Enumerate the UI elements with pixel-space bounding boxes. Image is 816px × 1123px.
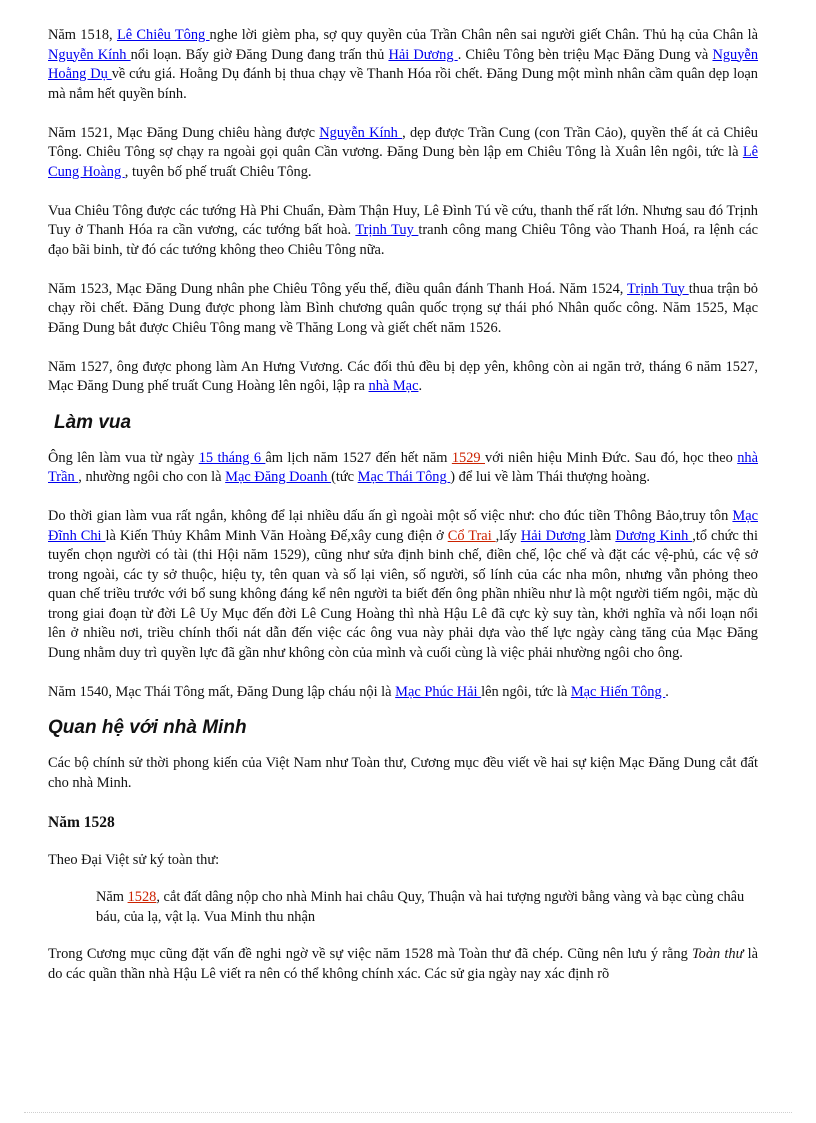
paragraph-chieu-tong	[48, 202, 758, 261]
text: thua trận bỏ chạy rồi chết. Đăng Dung được phong làm Bình chương quân quốc trọng sự thái phó Nhân quốc công. Năm 1525, Mạc Đăng Dung bắt được Chiêu Tông mang về Thăng Long và giết chết năm 1526.	[48, 280, 758, 336]
text: .	[665, 683, 669, 700]
link-nguyen-kinh[interactable]: Nguyễn Kính	[48, 46, 131, 63]
text: là Kiến Thủy Khâm Minh Văn Hoàng Đế,xây cung điện ở	[105, 527, 448, 544]
paragraph-1527	[48, 358, 758, 397]
text: Trong Cương mục cũng đặt vấn đề nghi ngờ về sự việc năm 1528 mà Toàn thư đã chép. Cũng nên lưu ý rằng	[48, 946, 692, 962]
link-mac-thai-tong[interactable]: Mạc Thái Tông	[357, 469, 451, 485]
text: với niên hiệu Minh Đức. Sau đó, học theo	[485, 449, 738, 466]
link-nha-mac[interactable]: nhà Mạc	[368, 378, 419, 394]
link-trinh-tuy[interactable]: Trịnh Tuy	[627, 280, 689, 297]
text: , tuyên bố phế truất Chiêu Tông.	[124, 163, 312, 180]
link-15-thang-6[interactable]: 15 tháng 6	[198, 449, 266, 466]
link-mac-hien-tong[interactable]: Mạc Hiến Tông	[570, 683, 666, 700]
link-le-cung-hoang[interactable]: Lê Cung Hoàng	[48, 144, 758, 180]
text: Do thời gian làm vua rất ngắn, không để lại nhiều dấu ấn gì ngoài một số việc như: cho đúc tiền Thông Bảo,truy tôn	[48, 508, 733, 524]
link-mac-dinh-chi[interactable]: Mạc Đĩnh Chi	[48, 508, 758, 544]
paragraph-chinh-su: Các bộ chính sử thời phong kiến của Việt Nam như Toàn thư, Cương mục đều viết về hai sự kiện Mạc Đăng Dung cắt đất cho nhà Minh.	[48, 755, 758, 791]
text: Năm 1518,	[48, 27, 117, 43]
text: (tức	[331, 469, 358, 485]
text: Năm 1540, Mạc Thái Tông mất, Đăng Dung lập cháu nội là	[48, 683, 396, 700]
text: ) để lui về làm Thái thượng hoàng.	[450, 469, 651, 485]
text: Năm 1527, ông được phong làm An Hưng Vương. Các đối thủ đều bị dẹp yên, không còn ai ngăn trở, tháng 6 năm 1527, Mạc Đăng Dung phế truất Cung Hoàng lên ngôi, lập ra	[48, 358, 758, 394]
text: là do các quần thần nhà Hậu Lê viết ra nên có thể không chính xác. Các sử gia ngày nay xác định rõ	[48, 946, 758, 982]
link-co-trai[interactable]: Cổ Trai	[447, 527, 496, 544]
text: ,lấy	[495, 527, 521, 544]
text: Năm 1521, Mạc Đăng Dung chiêu hàng được	[48, 124, 320, 141]
toan-thu-italic: Toàn thư	[691, 946, 748, 962]
paragraph-1521	[48, 124, 758, 183]
text: làm	[589, 527, 616, 544]
text: , dẹp được Trần Cung (con Trần Cảo), quyền thế át cả Chiêu Tông. Chiêu Tông sợ chạy ra ngoài gọi quân Cần vương. Đăng Dung bèn lập em Chiêu Tông là Xuân lên ngôi, tức là	[48, 124, 758, 160]
text: Vua Chiêu Tông được các tướng Hà Phi Chuẩn, Đàm Thận Huy, Lê Đình Tú về cứu, thanh thế rất lớn. Nhưng sau đó Trịnh Tuy ở Thanh Hóa ra cần vương, các tướng bất hoà.	[48, 202, 758, 238]
paragraph-1518	[48, 26, 758, 104]
link-1529[interactable]: 1529	[451, 449, 485, 466]
text: lên ngôi, tức là	[481, 683, 571, 700]
text: về cứu giá. Hoằng Dụ đánh bị thua chạy về Thanh Hóa rồi chết. Đăng Dung một mình nhân cầm quân dẹp loạn mà nắm hết quyền bính.	[48, 66, 758, 102]
link-le-chieu-tong[interactable]: Lê Chiêu Tông	[116, 27, 210, 43]
paragraph-len-lam-vua	[48, 449, 758, 488]
paragraph-cuong-muc	[48, 945, 758, 984]
link-duong-kinh[interactable]: Dương Kinh	[615, 527, 693, 544]
text: tranh công mang Chiêu Tông vào Thanh Hoá, ra lệnh các đạo bãi binh, từ đó các tướng không theo Chiêu Tông nữa.	[48, 222, 759, 258]
document-page	[48, 26, 758, 1004]
text: .	[418, 378, 423, 394]
text: , nhường ngôi cho con là	[78, 469, 226, 485]
page-bottom-divider	[24, 1112, 792, 1113]
heading-nam-1528: Năm 1528	[48, 813, 115, 831]
quote-toan-thu	[48, 888, 758, 927]
link-trinh-tuy[interactable]: Trịnh Tuy	[355, 222, 419, 238]
text: nổi loạn. Bấy giờ Đăng Dung đang trấn thủ	[130, 46, 389, 63]
link-mac-phuc-hai[interactable]: Mạc Phúc Hải	[395, 683, 482, 700]
heading-quan-he-nha-minh: Quan hệ với nhà Minh	[48, 717, 247, 738]
paragraph-1540	[48, 683, 758, 703]
link-nha-tran[interactable]: nhà Trần	[48, 449, 758, 485]
paragraph-1523	[48, 280, 758, 339]
link-hai-duong[interactable]: Hải Dương	[520, 527, 590, 544]
text: Năm 1523, Mạc Đăng Dung nhân phe Chiêu Tông yếu thế, điều quân đánh Thanh Hoá. Năm 1524,	[48, 280, 628, 297]
text: , cắt đất dâng nộp cho nhà Minh hai châu Quy, Thuận và hai tượng người bằng vàng và bạc cùng châu báu, của lạ, vật lạ. Vua Minh thu nhận	[96, 889, 745, 925]
text: . Chiêu Tông bèn triệu Mạc Đăng Dung và	[457, 46, 713, 63]
heading-lam-vua: Làm vua	[54, 411, 132, 433]
link-nguyen-kinh[interactable]: Nguyễn Kính	[319, 124, 403, 141]
link-nguyen-hoang-du[interactable]: Nguyễn Hoằng Dụ	[48, 46, 759, 82]
text: Năm	[96, 889, 128, 905]
text: ,tổ chức thi tuyển chọn người có tài (thi Hội năm 1529), cũng như sửa định binh chế, điền chế, lộc chế và đặt các vệ-phủ, các vệ sở trong ngoài, các ty sở thuộc, hiệu ty, tên quan và số lại viên, số người, số lính của các nha môn, nhưng vẫn phỏng theo quan chế triều trước với bổ sung không đáng kể nên người ta biết đến ông phần nhiều như là một người tiếm ngôi, mặc dù trong giai đoạn từ đời Lê Uy Mục đến đời Lê Cung Hoàng thì nhà Hậu Lê đã cực kỳ suy tàn, khởi nghĩa và nổi loạn nổi lên ở nhiều nơi, triều chính thối nát dẫn đến việc các ông vua này phải dựa vào thế lực ngày càng tăng của Mạc Đăng Dung nhằm duy trì quyền lực đã gần như không còn của mình và cuối cùng là việc phải nhường ngôi cho ông.	[48, 527, 758, 661]
paragraph-theo-toan-thu: Theo Đại Việt sử ký toàn thư:	[48, 851, 220, 868]
text: Ông lên làm vua từ ngày	[48, 449, 199, 466]
link-1528[interactable]: 1528	[127, 889, 157, 905]
link-hai-duong[interactable]: Hải Dương	[388, 46, 458, 63]
text: âm lịch năm 1527 đến hết năm	[265, 449, 452, 466]
link-mac-dang-doanh[interactable]: Mạc Đăng Doanh	[225, 469, 332, 485]
paragraph-thoi-gian	[48, 507, 758, 663]
text: nghe lời gièm pha, sợ quy quyền của Trần Chân nên sai người giết Chân. Thủ hạ của Chân là	[209, 27, 758, 43]
